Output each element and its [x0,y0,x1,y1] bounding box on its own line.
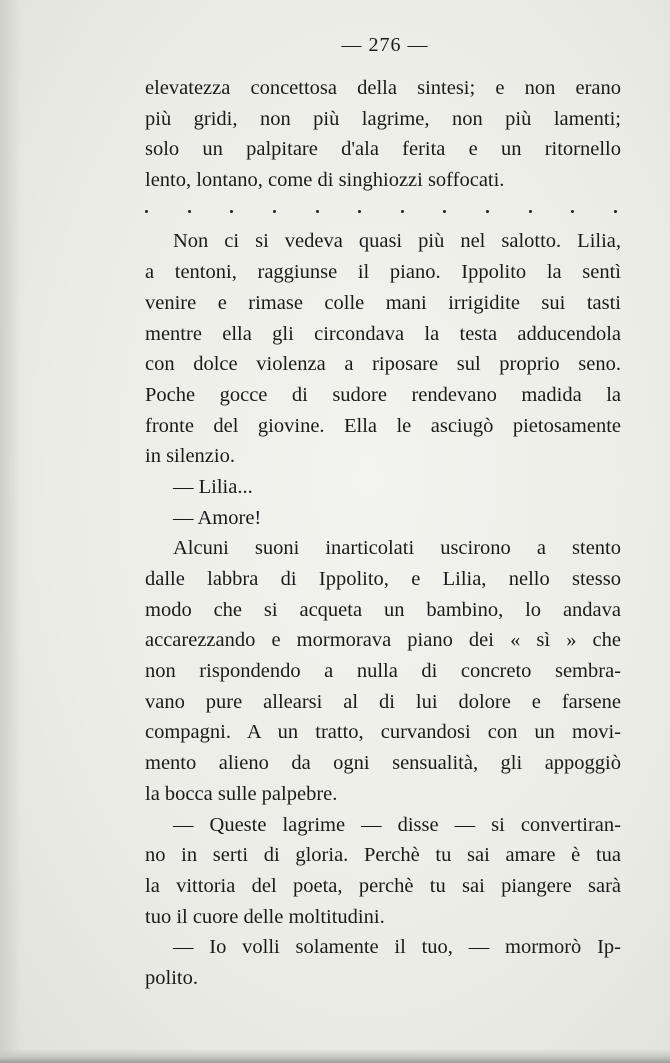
text-line: no in serti di gloria. Perchè tu sai amare è tua [145,844,621,867]
paragraph [145,226,621,472]
separator-dot [614,210,617,213]
paragraph [145,533,621,809]
text-line: compagni. A un tratto, curvandosi con un movi- [145,721,621,744]
text-line: a tentoni, raggiunse il piano. Ippolito la sentì [145,261,621,284]
separator-dot [529,210,532,213]
text-line: mentre ella gli circondava la testa adducendola [145,322,621,345]
page-bottom-edge [0,1049,670,1063]
text-line: con dolce violenza a riposare sul proprio seno. [145,353,621,376]
text-line: mento alieno da ogni sensualità, gli appoggiò [145,752,621,775]
page-number: — 276 — [341,34,429,56]
text-line: la vittoria del poeta, perchè tu sai piangere sarà [145,874,621,897]
text-line: lento, lontano, come di singhiozzi soffocati. [145,169,505,192]
paragraph [145,472,621,503]
text-line: più gridi, non più lagrime, non più lamenti; [145,107,621,130]
text-line: accarezzando e mormorava piano dei « sì » che [145,629,621,652]
separator-dot [401,210,404,213]
separator-dot [145,210,148,213]
text-line: — Io volli solamente il tuo, — mormorò Ip- [173,936,621,959]
text-line: tuo il cuore delle moltitudini. [145,905,385,928]
text-line: elevatezza concettosa della sintesi; e non erano [145,77,621,99]
separator-dot [188,210,191,213]
text-line: venire e rimase colle mani irrigidite sui tasti [145,291,621,314]
text-line: Non ci si vedeva quasi più nel salotto. Lilia, [173,230,621,253]
paragraph [145,810,621,933]
text-line: — Queste lagrime — disse — si convertiran- [173,813,621,836]
text-line: Alcuni suoni inarticolati uscirono a stento [173,537,621,560]
separator-dot [486,210,489,213]
text-line: non rispondendo a nulla di concreto sembra- [145,660,621,683]
separator-dot [443,210,446,213]
separator-dot [571,210,574,213]
section-separator-dots [145,196,621,227]
page-gutter-shadow [0,0,22,1063]
text-line: — Amore! [173,506,262,529]
paragraph [145,503,621,534]
text-line: Poche gocce di sudore rendevano madida la [145,383,621,406]
text-line: dalle labbra di Ippolito, e Lilia, nello stesso [145,568,621,590]
text-line: fronte del giovine. Ella le asciugò pietosamente [145,414,621,437]
separator-dot [230,210,233,213]
text-line: modo che si acqueta un bambino, lo andava [145,598,621,621]
paragraph [145,73,621,196]
paragraph [145,932,621,993]
body-text [145,73,621,994]
separator-dot [273,210,276,213]
text-line: — Lilia... [173,475,253,498]
text-line: vano pure allearsi al di lui dolore e farsene [145,690,621,713]
text-line: la bocca sulle palpebre. [145,782,338,805]
text-line: polito. [145,966,198,989]
text-line: in silenzio. [145,445,235,468]
separator-dot [316,210,319,213]
text-line: solo un palpitare d'ala ferita e un ritornello [145,138,621,161]
separator-dot [358,210,361,213]
